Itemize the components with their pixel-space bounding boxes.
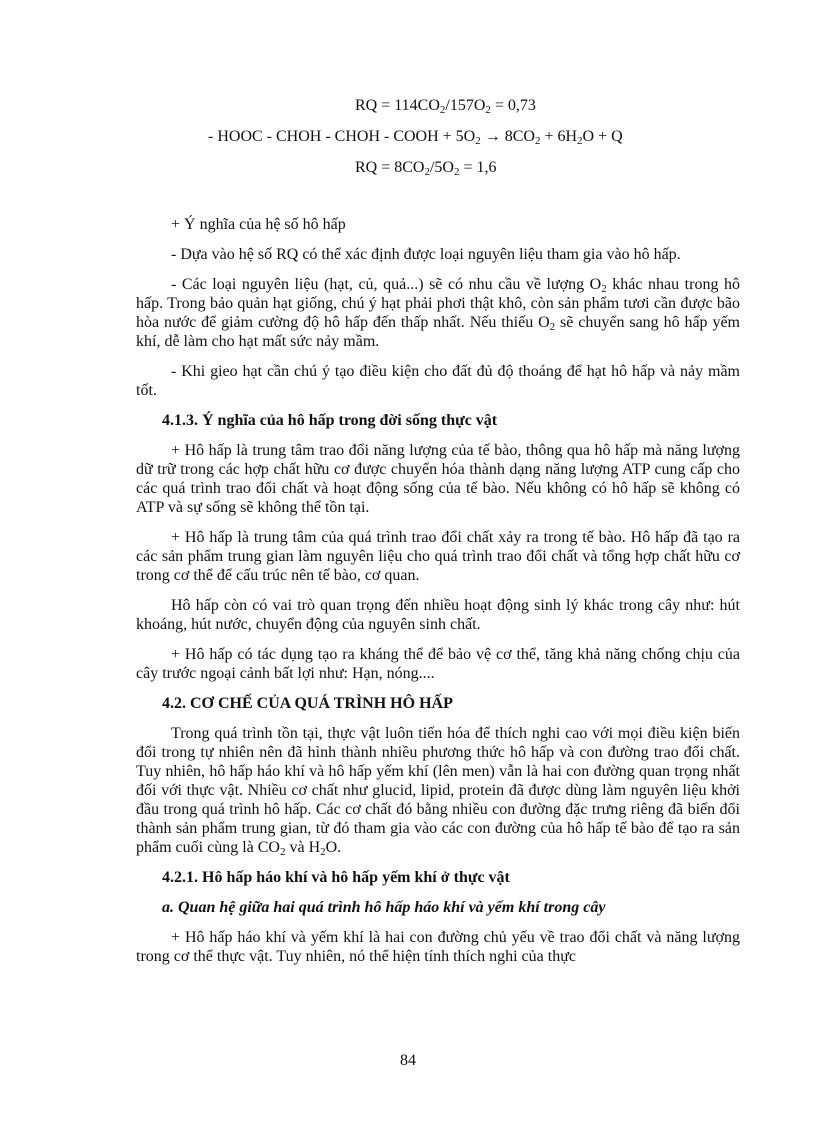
paragraph: + Hô hấp là trung tâm trao đổi năng lượng của tế bào, thông qua hô hấp mà năng lượng dữ trữ trong các hợp chất hữu cơ được chuyển hóa thành dạng năng lượng ATP cung cấp cho các quá trình trao đổi chất và hoạt động sống của tế bào. Nếu không có hô hấp sẽ không có ATP và sự sống sẽ không thể tồn tại. <box>136 442 740 516</box>
section-heading-4-2-1: 4.2.1. Hô hấp háo khí và hô hấp yếm khí ở thực vật <box>162 869 510 886</box>
subsection-heading-a: a. Quan hệ giữa hai quá trình hô hấp háo khí và yếm khí trong cây <box>162 899 606 916</box>
paragraph: - Dựa vào hệ số RQ có thể xác định được loại nguyên liệu tham gia vào hô hấp. <box>171 246 681 263</box>
equation-rq-1: RQ = $114CO_2/157O_2 = 0,73$ <box>355 97 536 116</box>
paragraph: + Hô hấp háo khí và yếm khí là hai con đường chủ yếu về trao đổi chất và năng lượng trong cơ thể thực vật. Tuy nhiên, nó thể hiện tính thích nghi của thực <box>136 929 740 965</box>
paragraph: - Khi gieo hạt cần chú ý tạo điều kiện cho đất đủ độ thoáng để hạt hô hấp và nảy mầm tốt. <box>136 363 740 399</box>
paragraph: + Hô hấp có tác dụng tạo ra kháng thể để bảo vệ cơ thể, tăng khả năng chống chịu của cây trước ngoại cảnh bất lợi như: Hạn, nóng.... <box>136 646 740 682</box>
respiration-coefficient-meaning-heading: + Ý nghĩa của hệ số hô hấp <box>171 216 346 233</box>
section-heading-4-2: 4.2. CƠ CHẾ CỦA QUÁ TRÌNH HÔ HẤP <box>162 695 453 712</box>
paragraph: + Hô hấp là trung tâm của quá trình trao đổi chất xảy ra trong tế bào. Hô hấp đã tạo ra các sản phẩm trung gian làm nguyên liệu cho quá trình trao đổi chất và tổng hợp chất hữu cơ trong cơ thể để cấu trúc nên tế bào, cơ quan. <box>136 529 740 584</box>
paragraph: Hô hấp còn có vai trò quan trọng đến nhiều hoạt động sinh lý khác trong cây như: hút khoáng, hút nước, chuyển động của nguyên sinh chất. <box>136 597 740 633</box>
section-heading-4-1-3: 4.1.3. Ý nghĩa của hô hấp trong đời sống thực vật <box>162 412 498 429</box>
page-number: 84 <box>400 1052 416 1069</box>
paragraph: - Các loại nguyên liệu (hạt, củ, quả...) sẽ có nhu cầu về lượng $O_2$ khác nhau trong hô hấp. Trong bảo quản hạt giống, chú ý hạt phải phơi thật khô, còn sản phẩm tươi cần được bão hòa nước để giảm cường độ hô hấp đến thấp nhất. Nếu thiếu $O_2$ sẽ chuyển sang hô hấp yếm khí, dễ làm cho hạt mất sức nảy mầm. <box>136 276 741 350</box>
equation-tartaric-acid: - HOOC - CHOH - CHOH - COOH + $5O_2 \to 8CO_2 + 6H_2O + Q$ <box>208 128 623 147</box>
body-text <box>136 215 740 966</box>
paragraph: Trong quá trình tồn tại, thực vật luôn tiến hóa để thích nghi cao với mọi điều kiện biến đổi trong tự nhiên nên đã hình thành nhiều phương thức hô hấp và con đường trao đổi chất. Tuy nhiên, hô hấp háo khí và hô hấp yếm khí (lên men) vẫn là hai con đường quan trọng nhất đối với thực vật. Nhiều cơ chất như glucid, lipid, protein đã được dùng làm nguyên liệu khởi đầu trong quá trình hô hấp. Các cơ chất đó bằng nhiều con đường đặc trưng riêng đã biến đổi thành sản phẩm trung gian, từ đó tham gia vào các con đường của hô hấp tế bào để tạo ra sản phẩm cuối cùng là $CO_2$ và $H_2O$. <box>136 725 740 858</box>
equation-rq-2: RQ = $8CO_2/5O_2 = 1,6$ <box>355 159 497 178</box>
